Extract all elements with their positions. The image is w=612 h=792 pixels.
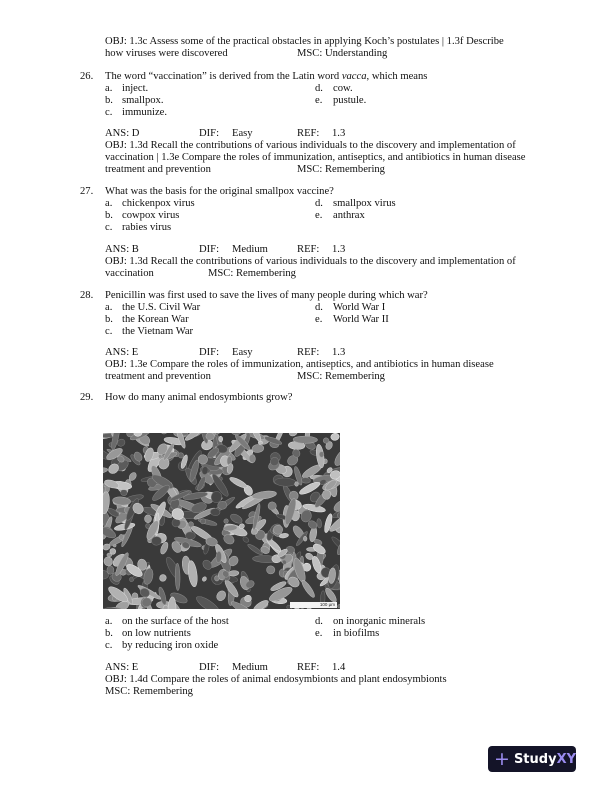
option-e: anthrax — [333, 210, 365, 221]
bacterium-shape — [244, 595, 252, 602]
bacterium-shape — [266, 565, 276, 575]
scale-bar-label: 100 µm — [290, 602, 337, 608]
bacterium-shape — [187, 560, 199, 587]
bacterium-shape — [330, 433, 340, 441]
bacterium-shape — [332, 447, 340, 468]
bacterium-shape — [252, 598, 270, 609]
ref-label: REF: — [297, 662, 320, 673]
option-letter: e. — [315, 314, 323, 325]
question-number: 27. — [80, 186, 94, 197]
option-letter: c. — [105, 326, 113, 337]
question-stem: What was the basis for the original smallpox vaccine? — [105, 186, 334, 197]
answer: ANS: E — [105, 662, 139, 673]
bacterium-shape — [319, 451, 324, 457]
bacterium-shape — [103, 467, 108, 475]
ref-label: REF: — [297, 128, 320, 139]
option-letter: c. — [105, 222, 113, 233]
bacterium-shape — [322, 490, 331, 500]
stem-text: , which means — [366, 71, 428, 82]
bacterium-shape — [228, 570, 239, 576]
obj-text: treatment and prevention — [105, 371, 211, 382]
answer: ANS: E — [105, 347, 139, 358]
option-d: World War I — [333, 302, 386, 313]
bacterium-shape — [337, 603, 340, 608]
bacterium-shape — [332, 498, 340, 513]
option-letter: a. — [105, 83, 113, 94]
bacterium-shape — [103, 551, 104, 558]
option-letter: e. — [315, 95, 323, 106]
option-c: the Vietnam War — [122, 326, 194, 337]
bacterium-shape — [144, 515, 152, 523]
bacterium-shape — [152, 537, 162, 546]
difficulty: Medium — [232, 244, 268, 255]
bacterium-shape — [210, 508, 220, 516]
question-number: 26. — [80, 71, 94, 82]
option-letter: d. — [315, 198, 323, 209]
bacterium-shape — [158, 573, 167, 582]
difficulty: Medium — [232, 662, 268, 673]
option-d: on inorganic minerals — [333, 616, 426, 627]
obj-text: OBJ: 1.3d Recall the contributions of various individuals to the discovery and implementation of — [105, 140, 516, 151]
bacterium-shape — [103, 556, 114, 567]
bacterium-shape — [242, 536, 250, 544]
option-d: smallpox virus — [333, 198, 396, 209]
option-letter: d. — [315, 616, 323, 627]
ref-label: REF: — [297, 347, 320, 358]
reference: 1.3 — [332, 244, 346, 255]
obj-text: how viruses were discovered — [105, 48, 228, 59]
option-a: the U.S. Civil War — [122, 302, 201, 313]
option-letter: d. — [315, 83, 323, 94]
bacterium-shape — [229, 512, 244, 525]
difficulty: Easy — [232, 347, 253, 358]
bacterium-shape — [120, 489, 127, 496]
sem-micrograph-image — [103, 433, 340, 609]
answer: ANS: D — [105, 128, 140, 139]
bacterium-shape — [107, 566, 114, 575]
bacterium-shape — [214, 576, 219, 582]
option-b: the Korean War — [122, 314, 189, 325]
bacterium-shape — [293, 436, 318, 444]
logo-text-accent: XY — [556, 751, 576, 767]
bacterium-shape — [249, 454, 256, 463]
option-letter: a. — [105, 302, 113, 313]
option-letter: c. — [105, 107, 113, 118]
answer: ANS: B — [105, 244, 139, 255]
logo-text: Study — [513, 751, 557, 767]
msc-text: MSC: Remembering — [297, 164, 385, 175]
option-letter: e. — [315, 628, 323, 639]
reference: 1.3 — [332, 347, 346, 358]
difficulty: Easy — [232, 128, 253, 139]
plus-icon: + — [494, 748, 510, 770]
obj-text: vaccination | 1.3e Compare the roles of immunization, antiseptics, and antibiotics in human disease — [105, 152, 526, 163]
obj-text: OBJ: 1.3c Assess some of the practical obstacles in applying Koch’s postulates | 1.3f Describe — [105, 36, 504, 47]
bacterium-shape — [300, 579, 316, 599]
msc-text: MSC: Remembering — [208, 268, 296, 279]
bacterium-shape — [202, 576, 208, 582]
option-a: on the surface of the host — [122, 616, 229, 627]
option-e: pustule. — [333, 95, 367, 106]
obj-text: vaccination — [105, 268, 154, 279]
option-letter: a. — [105, 198, 113, 209]
bacterium-shape — [215, 589, 228, 602]
ref-label: REF: — [297, 244, 320, 255]
bacterium-shape — [323, 438, 329, 444]
option-c: by reducing iron oxide — [122, 640, 219, 651]
bacterium-shape — [252, 444, 265, 453]
option-letter: b. — [105, 210, 113, 221]
reference: 1.3 — [332, 128, 346, 139]
dif-label: DIF: — [199, 347, 220, 358]
option-e: World War II — [333, 314, 389, 325]
option-b: on low nutrients — [122, 628, 191, 639]
dif-label: DIF: — [199, 662, 220, 673]
dif-label: DIF: — [199, 128, 220, 139]
msc-text: MSC: Remembering — [105, 686, 193, 697]
option-b: smallpox. — [122, 95, 164, 106]
msc-text: MSC: Understanding — [297, 48, 388, 59]
option-letter: e. — [315, 210, 323, 221]
option-a: inject. — [122, 83, 149, 94]
bacterium-shape — [185, 532, 195, 540]
msc-text: MSC: Remembering — [297, 371, 385, 382]
question-number: 28. — [80, 290, 94, 301]
stem-italic: vacca — [341, 71, 367, 82]
bacterium-shape — [303, 536, 307, 541]
option-letter: c. — [105, 640, 113, 651]
obj-text: OBJ: 1.3e Compare the roles of immunization, antiseptics, and antibiotics in human disease — [105, 359, 494, 370]
stem-text: The word “vaccination” is derived from the Latin word — [105, 71, 342, 82]
dif-label: DIF: — [199, 244, 220, 255]
option-e: in biofilms — [333, 628, 380, 639]
bacterium-shape — [223, 518, 229, 524]
option-b: cowpox virus — [122, 210, 180, 221]
obj-text: OBJ: 1.4d Compare the roles of animal endosymbionts and plant endosymbionts — [105, 674, 447, 685]
bacterium-shape — [196, 476, 207, 492]
reference: 1.4 — [332, 662, 346, 673]
bacterium-shape — [274, 477, 296, 486]
obj-text: treatment and prevention — [105, 164, 211, 175]
bacterium-shape — [316, 518, 322, 528]
bacterium-shape — [175, 563, 180, 590]
bacterium-shape — [219, 436, 223, 442]
option-letter: a. — [105, 616, 113, 627]
question-stem: How do many animal endosymbionts grow? — [105, 392, 293, 403]
option-c: immunize. — [122, 107, 168, 118]
question-number: 29. — [80, 392, 94, 403]
bacterium-shape — [201, 558, 214, 571]
option-letter: b. — [105, 628, 113, 639]
bacterium-shape — [252, 490, 277, 501]
obj-text: OBJ: 1.3d Recall the contributions of various individuals to the discovery and implementation of — [105, 256, 516, 267]
studyxy-logo-badge[interactable] — [488, 746, 576, 772]
option-letter: d. — [315, 302, 323, 313]
option-d: cow. — [333, 83, 353, 94]
question-stem: Penicillin was first used to save the lives of many people during which war? — [105, 290, 428, 301]
option-letter: b. — [105, 95, 113, 106]
bacterium-shape — [119, 534, 124, 539]
bacterium-shape — [159, 433, 169, 435]
option-letter: b. — [105, 314, 113, 325]
option-a: chickenpox virus — [122, 198, 195, 209]
bacterium-shape — [228, 476, 248, 490]
question-stem — [105, 71, 427, 83]
option-c: rabies virus — [122, 222, 172, 233]
